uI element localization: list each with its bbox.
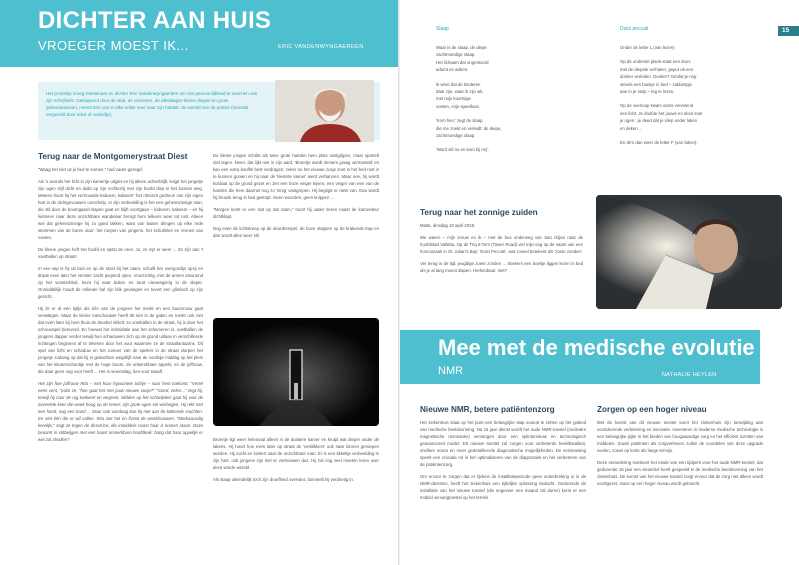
poem-line: een licht. Je doofde het jouwe en sloot snel [620, 110, 703, 116]
paragraph: Deze verandering markeert het einde van een tijdperk voor het oude NMR-toestel, dat gedurende 15 jaar een sleutelrol heeft gespeeld in de medische beeldvorming van het ziekenhuis. De komst van het nieuwe toestel zorgt ervoor dat de zorg niet alleen wordt voortgezet, maar op een hoger niveau wordt gebracht. [597, 460, 763, 486]
paragraph: Om ervoor te zorgen dat er tijdens de installatieperiode geen onderbreking is in de NMR-diensten, heeft het ziekenhuis een tijdelijke oplossing bedacht. Gedurende de installatie van het nieuwe toestel (die ongeveer een maand zal duren) komt er een mobiel vervangtoestel op het terrein. [420, 474, 586, 500]
paragraph: "Morgen komt er een slot op dat raam," hoort hij vader tieren naast de kamerdeur dichtklapt. [213, 207, 379, 219]
article-column-right-bottom [213, 436, 379, 483]
poem-line: voeten, mijn speelbust. [436, 103, 480, 109]
paragraph: De kleine jongen heft het hoofd en spitst de oren. Jo, ze zijn er weer ... Ze zijn aan 't voetballen op straat! [38, 247, 203, 259]
author-name: ERIC VANDENWYNGAERDEN [278, 44, 364, 50]
poem-line: daar zijn, waar ik zijn wil, [436, 89, 484, 95]
paragraph: Hij zit er al een tijdje als één van de jongens het merkt en een buurvrouw gaat verwittigen. Maar de kleine toeschouwer heeft dit niet in de gaten en merkt ook niet dat even later bij hem thuis de deurbel inklelt; zo voetballen in de straat, hij is door het schouwspel betoverd. En hoewel het intimidatie aan het schemeren is, voetballen de jongens dapper verder terwijl hun schaduwen zich op de grond uitlaan in verschillende richtingen beginnen af te tekenen door het vuur waarmee ze de straatlantaarns. Dit spel van licht en schaduw en het rumoer van de spelers in de straat slorpen het jongetje zodanig op dat hij in gedachten wegdrijft naar de voorbije middag op het plein van het kleuterschooltje met de hoge boom, de onberekbare appels; en de juffrouw, die daar geen oog voor heeft ... Het is woensdag, tien voor twaalf. [38, 306, 203, 374]
paragraph: Ver terug in de tijd: jeugdige zoete zonden ... Stiekem een boekje liggen lezen in bed als je al lang moest slapen. Herkenbaar, niet? [420, 261, 583, 273]
poem-line: je ogen : je deed dat je sliep onder laken [620, 118, 698, 124]
poem-line: zachtmoedige slaap. [436, 52, 476, 58]
nmr-author: NATHALIE HEYLEN [662, 372, 717, 378]
paragraph-italic: Het zijn hoe juffrouw Rita – met haar hypocriete lachje – naar hem toekomt. "Vertel eens vent, "polst ze, "hoe gaat het met jouw nieuwe zusje?" "Goed, zeker..." zegt hij, terwijl hij naar de rug toekeert en wegrent. Midden op het schoolplein gaat hij voor de zoveelste keer die week hoog op de tenen; zijn grote ogen vol verlangen. Hij rekt met een hand, nog een hand ... Maar ook vandaag kan hij niet aan de lokkende vruchten. En niet één die er wil vallen. Rita ziet het en fronst de wenkbrauwen. "Merkwaardig kereltje," zegt ze tegen de directrice, die inmiddels naast haar is komen staan. Deze beaamt in stilzwijgen met een haast onmerkbare hoofdknik: bang dat haar appeltje er wel zal afvallen? [38, 381, 203, 442]
zuiden-text [420, 222, 583, 274]
portrait-photo [275, 80, 374, 142]
poem-line: die me zoekt en verleidt: de diepe, [436, 125, 502, 131]
poem-line: steeds een boekje in bed – zaklampje [620, 81, 692, 87]
nmr-col2-heading: Zorgen op een hoger niveau [597, 405, 707, 414]
dark-doorway-photo [213, 318, 379, 426]
poem-line: Waar is de slaap, de diepe [436, 45, 487, 50]
paragraph: Broertje ligt weer helemaal alleen in de duistere kamer en kruipt wat dieper onder de lakens. Hij hoort hoe even later op straat de 'verklikkers' ook naar binnen geroepen worden. Hij zucht en luistert naar de onzichtbare man. Er is een tikkeltje verbeelding in zijn hart, ook jongens zijn niet te vertrouwen dus. Hij zal nog veel moeten leren over deze wrede wereld. [213, 437, 379, 470]
poem-line: En de's dan weer de letter F (van faken). [620, 140, 698, 146]
poem-line: Ik weet dat de kinderen [436, 81, 481, 87]
poem-line: aan in je stulp – leg te lezen. [620, 89, 675, 95]
nmr-col1-heading: Nieuwe NMR, betere patiëntenzorg [420, 405, 555, 414]
poem-line: Onder de letter L (van lezen) [620, 45, 675, 50]
article-column-right-top [213, 152, 379, 239]
paragraph: Als 's avonds het licht in zijn kamertje uitgiet en hij alleen achterblijft, knijpt het jongetje zijn ogen stijf dicht en duikt op zijn rechterzij met zijn hoofd diep in het kussen weg. Meteen hoort hij het vertrouwde kaboem, kaboem" het ritmisch gedreun van zijn eigen hart in de dichtgevouwen oorschelp. In zijn verbeelding is het een geheimzinnige man, die stil door de boomgaard slapen gaat en blijft voortgaan – kaboem, kaboem – en hij luisteren naar deze onzichtbare wandelaar brengt hem telkens weer tot rust. Alleen wel dat geheimzinnige hij zo goed lakken, want van buiten dringen op elke rede stemmen van de buren door; het roepen van jongens, het schuifelen en rennen van voeten. [38, 179, 203, 240]
paragraph: Malta, dinsdag 10 april 2018. [420, 223, 476, 228]
poem-slaap [436, 44, 576, 154]
poem-line: 'Word stil nu en kom bij mij'. [436, 147, 489, 153]
paragraph: In een wip is hij uit bed en op de stoel bij het raam, schuift het overgordijn opzij en draait even later het venster zacht piepend open. Voorzichtig, met de armen steunend op het vensterbled, leunt hij naar buiten en tuurt nieuwsgierig in de diepte. Onmiddellijk houdt de rollende bal zijn blik gevangen en tovert een glimlach op zijn gezicht. [38, 266, 203, 299]
nmr-title: Mee met de medische evolutie [438, 335, 755, 360]
poem-line: adumt en ademt. [436, 67, 469, 73]
paragraph: "Waag het niet uit je bed te komen," had vader gezegd. [38, 167, 143, 172]
poem-line: en deken ... [620, 125, 643, 131]
poem-dolci-peccati [620, 44, 770, 146]
paragraph: Als slaap uiteindelijk toch zijn droefheid overwint, dommelt hij verdrietig in. [213, 477, 354, 482]
paragraph: Met de komst van dit nieuwe toestel toont het ziekenhuis zijn toewijding aan voortdurende verbetering en innovatie. Investeren in moderne medische technologie is een belangrijke pijler in het bieden van hoogwaardige zorg en het efficiënt inzetten van middelen. Zowel patiënten als zorgverleners zullen de voordelen van deze upgrade voelen, zowel op korte als lange termijn. [597, 420, 763, 453]
section-heading-zuiden: Terug naar het zonnige zuiden [420, 208, 538, 217]
left-page [0, 0, 399, 565]
paragraph: We waren – mijn vrouw en ik – met de bus onderweg van San Giljan naar de hoofdstad Valletta. Op de Triq it-Torri (Tower Road) viel mijn oog op de naam van een horecazaak in St. Julian's Bay: 'Dolci Peccati', wat zoveel betekent als 'zoete zonden'. [420, 235, 583, 254]
boy-reading-photo [596, 195, 782, 309]
poem-line: Het lichaam dat ongestoord [436, 59, 489, 65]
section-heading-montgomery: Terug naar de Montgomerystraat Diest [38, 152, 188, 161]
nmr-col1-text [420, 419, 586, 501]
page-title: DICHTER AAN HUIS [38, 7, 272, 34]
poem-title-dolci-peccati: Dolci peccati [620, 26, 649, 32]
page-number: 15 [782, 27, 790, 34]
nmr-col2-text [597, 419, 763, 487]
right-page [400, 0, 799, 565]
poem-line: donker verleden. Donker? Omdat je nog [620, 74, 697, 80]
poem-line: Op de overloop kwam soms vervelend [620, 103, 694, 109]
article-column-left [38, 166, 203, 443]
paragraph: Nog even de lichtstreep op de deurdrempel, de boze stappen op de krakende trap en dan wordt alles weer stil. [213, 226, 379, 238]
poem-line: met de diepste verhalen, geput uit een [620, 66, 694, 72]
paragraph: Het ziekenhuis staat op het punt een belangrijke stap vooruit te zetten op het gebied van medische beeldvorming. Na 15 jaar dienst wordt het oude NMR-toestel (nucleaire magnetische resonantie) vervangen door een splinternieuw en technologisch geavanceerd model. Dit nieuwe toestel zal zorgen voor verbeterde beeldkwaliteit, snellere scans en meer gedetailleerde diagnostische mogelijkheden. De vernieuwing speelt een cruciale rol in het optimaliseren van de diagnostiek en het verbeteren van de patiëntenzorg. [420, 420, 586, 467]
page-subtitle: VROEGER MOEST IK... [38, 38, 189, 53]
poem-line: 'Kom hier,' zegt de slaap [436, 118, 483, 124]
poem-line: met mijn koortsige [436, 96, 471, 102]
paragraph: De kleine jongen schrikt als twee grote handen hem plots vastgrijpen, maar spartelt niet tegen. Neen, dat lijkt niet in zijn aard. 'Broertje wordt immers graag vertroeteld' en kan een extra knuffel best verdragen; zeker nu het nieuwe zusje zoet in het bed rust in te kunnen gooien en hij naar de 'kleinste kamer' werd verbannen. Maar nee, hij wordt kordaat op de grond gezet en ziet een boze vinger kijven; een vinger van een van de handen die hem daarnet nog zo 'innig' vastgrepen. Hij begrijpt er niets van. Dan wordt hij bruusk terug in bed gestopt. Geen woorden, geen knippen ... [213, 153, 379, 200]
poem-line: Op de onderste plank staat een doos [620, 59, 691, 65]
intro-text: Het pAZeDje vroeg Diestenaar en dichter Eric Vandenwyngaerden om ons persoonlijkheid te voorzien van zijn schrijfsels. Getrapeerd door de stad, de omzeven, de alledaagse kleine dingen en grote gebeurtenissen, neemt Eric ons in elke editie mee naar zijn habitat: de wereld van de poëzie (meestal vergezeld door tekst of cursiefje). [46, 91, 258, 117]
nmr-subtitle: NMR [438, 365, 464, 377]
poem-line: zachtmoedige slaap. [436, 133, 476, 139]
poem-title-slaap: Slaap [436, 26, 449, 32]
